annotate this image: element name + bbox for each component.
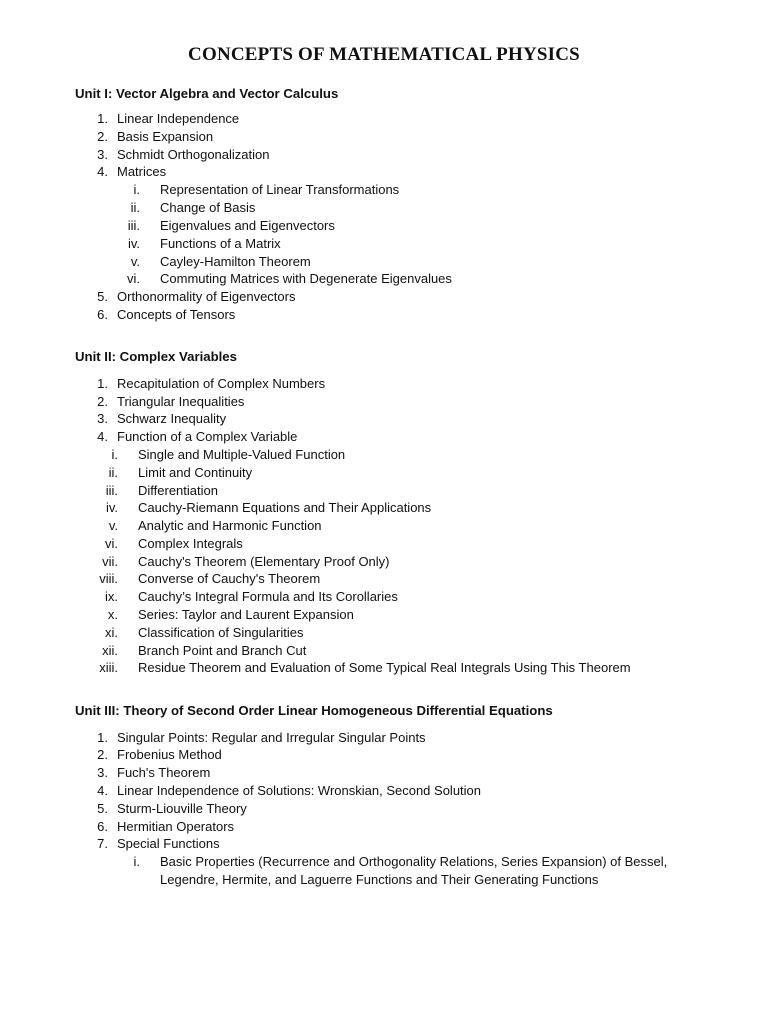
item-number: v. (130, 254, 140, 269)
item-text: Basic Properties (Recurrence and Orthogonality Relations, Series Expansion) of Bessel, Legendre, Hermite, and Laguerre Functions and Their Generating Functions (160, 854, 668, 887)
item-number: 3. (97, 765, 108, 780)
item-number: 1. (97, 730, 108, 745)
item-text: Cauchy's Theorem (Elementary Proof Only) (138, 554, 390, 569)
item-number: x. (107, 607, 118, 622)
item-number: i. (133, 182, 140, 197)
item-text: Cauchy-Riemann Equations and Their Applications (138, 500, 432, 515)
item-text: Linear Independence (117, 111, 240, 126)
item-number: iv. (105, 500, 118, 515)
item-text: Basis Expansion (117, 129, 214, 144)
item-text: Classification of Singularities (138, 625, 304, 640)
item-number: 3. (97, 411, 108, 426)
item-text: Linear Independence of Solutions: Wronskian, Second Solution (117, 783, 482, 798)
item-number: viii. (99, 571, 118, 586)
item-text: Change of Basis (160, 200, 256, 215)
item-text: Residue Theorem and Evaluation of Some Typical Real Integrals Using This Theorem (138, 660, 631, 675)
item-number: xii. (102, 643, 118, 658)
item-text: Triangular Inequalities (117, 394, 245, 409)
item-text: Series: Taylor and Laurent Expansion (138, 607, 354, 622)
unit-2-heading: Unit II: Complex Variables (75, 349, 237, 364)
item-text: Functions of a Matrix (160, 236, 281, 251)
item-text: Representation of Linear Transformations (160, 182, 400, 197)
item-text: Fuch's Theorem (117, 765, 211, 780)
page-title: CONCEPTS OF MATHEMATICAL PHYSICS (188, 44, 580, 65)
item-number: 5. (97, 801, 108, 816)
item-text: Frobenius Method (117, 747, 222, 762)
item-text: Matrices (117, 164, 167, 179)
item-text: Schwarz Inequality (117, 411, 227, 426)
item-text: Hermitian Operators (117, 819, 235, 834)
item-number: xiii. (99, 660, 118, 675)
item-number: 4. (97, 164, 108, 179)
item-number: v. (108, 518, 118, 533)
item-number: 5. (97, 289, 108, 304)
item-number: 6. (97, 307, 108, 322)
item-text: Singular Points: Regular and Irregular Singular Points (117, 730, 426, 745)
item-number: ii. (108, 465, 118, 480)
item-number: i. (111, 447, 118, 462)
item-number: iii. (105, 483, 118, 498)
item-text: Eigenvalues and Eigenvectors (160, 218, 335, 233)
item-number: 4. (97, 429, 108, 444)
item-number: 2. (97, 394, 108, 409)
item-number: iv. (127, 236, 140, 251)
item-number: 2. (97, 747, 108, 762)
item-text: Differentiation (138, 483, 218, 498)
item-text: Branch Point and Branch Cut (138, 643, 307, 658)
item-number: i. (133, 854, 140, 869)
item-number: 4. (97, 783, 108, 798)
item-text: Sturm-Liouville Theory (117, 801, 247, 816)
item-number: vi. (105, 536, 118, 551)
item-text: Single and Multiple-Valued Function (138, 447, 346, 462)
item-text: Function of a Complex Variable (117, 429, 298, 444)
item-number: vi. (127, 271, 140, 286)
item-number: ix. (105, 589, 118, 604)
item-text: Commuting Matrices with Degenerate Eigenvalues (160, 271, 452, 286)
item-number: iii. (127, 218, 140, 233)
item-text: Orthonormality of Eigenvectors (117, 289, 296, 304)
item-text: Special Functions (117, 836, 220, 851)
item-text: Cayley-Hamilton Theorem (160, 254, 311, 269)
unit-3-heading: Unit III: Theory of Second Order Linear Homogeneous Differential Equations (75, 703, 553, 718)
item-number: 6. (97, 819, 108, 834)
item-number: 7. (97, 836, 108, 851)
item-text: Converse of Cauchy's Theorem (138, 571, 321, 586)
item-text: Complex Integrals (138, 536, 243, 551)
item-number: 3. (97, 147, 108, 162)
item-text: Concepts of Tensors (117, 307, 236, 322)
item-number: ii. (130, 200, 140, 215)
item-text: Cauchy’s Integral Formula and Its Corollaries (138, 589, 398, 604)
item-text: Schmidt Orthogonalization (117, 147, 270, 162)
item-text: Analytic and Harmonic Function (138, 518, 322, 533)
item-number: 1. (97, 111, 108, 126)
item-text: Limit and Continuity (138, 465, 253, 480)
item-number: 1. (97, 376, 108, 391)
item-number: vii. (102, 554, 118, 569)
item-number: xi. (105, 625, 118, 640)
item-number: 2. (97, 129, 108, 144)
unit-1-heading: Unit I: Vector Algebra and Vector Calculus (75, 86, 339, 101)
item-text: Recapitulation of Complex Numbers (117, 376, 326, 391)
